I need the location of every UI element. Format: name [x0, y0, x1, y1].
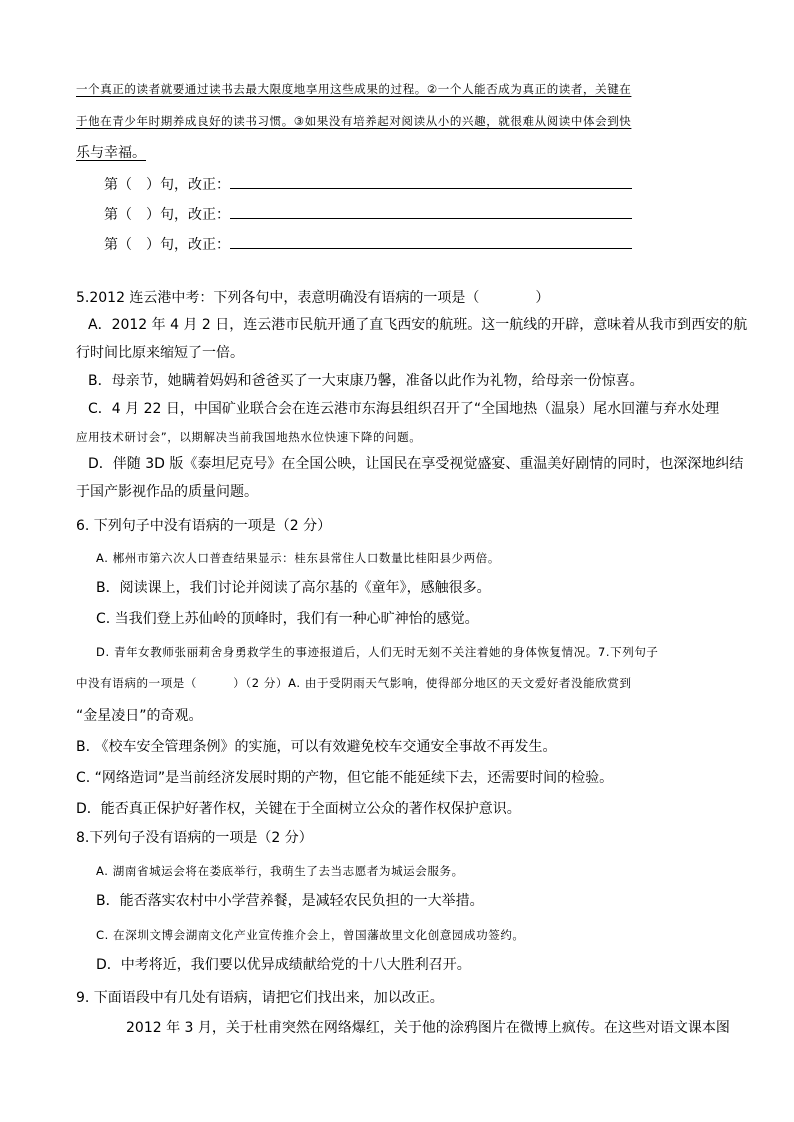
fill-line-2	[104, 204, 632, 225]
q5-option-d-line-1: D．伴随 3D 版《泰坦尼克号》在全国公映，让国民在享受视觉盛宴、重温美好剧情的同时，也深深地纠结	[88, 456, 744, 472]
q6-option-d: D. 青年女教师张丽莉舍身勇救学生的事迹报道后，人们无时无刻不关注着她的身体恢复情况。7.下列句子	[96, 645, 659, 659]
fill-line-label: 第（ ）句，改正：	[104, 177, 230, 193]
q7-option-c: C. “网络造词”是当前经济发展时期的产物，但它能不能延续下去，还需要时间的检验。	[76, 770, 614, 786]
q8-option-b: B．能否落实农村中小学营养餐，是减轻农民负担的一大举措。	[96, 893, 484, 909]
q6-option-c: C. 当我们登上苏仙岭的顶峰时，我们有一种心旷神怡的感觉。	[96, 611, 479, 627]
passage-line-1: 一个真正的读者就要通过读书去最大限度地享用这些成果的过程。②一个人能否成为真正的读者，关键在	[76, 82, 632, 96]
q7-option-d: D．能否真正保护好著作权，关键在于全面树立公众的著作权保护意识。	[76, 801, 521, 817]
q5-option-a-line-2: 行时间比原来缩短了一倍。	[76, 345, 244, 361]
q5-option-a-line-1: A．2012 年 4 月 2 日，连云港市民航开通了直飞西安的航班。这一航线的开辟，意味着从我市到西安的航	[88, 317, 748, 333]
fill-line-1	[104, 174, 632, 195]
q5-option-c-line-1: C．4 月 22 日，中国矿业联合会在连云港市东海县组织召开了“全国地热（温泉）尾水回灌与弃水处理	[88, 401, 720, 417]
q8-option-a: A. 湖南省城运会将在娄底举行，我萌生了去当志愿者为城运会服务。	[96, 864, 464, 878]
fill-line-label: 第（ ）句，改正：	[104, 207, 230, 223]
answer-blank[interactable]	[230, 174, 632, 189]
q8-stem: 8.下列句子没有语病的一项是（2 分）	[76, 830, 313, 846]
q5-stem: 5.2012 连云港中考：下列各句中，表意明确没有语病的一项是（ ）	[76, 290, 550, 306]
answer-blank[interactable]	[230, 234, 632, 249]
q9-paragraph: 2012 年 3 月，关于杜甫突然在网络爆红，关于他的涂鸦图片在微博上疯传。在这些对语文课本图	[126, 1020, 730, 1036]
passage-line-2: 于他在青少年时期养成良好的读书习惯。③如果没有培养起对阅读从小的兴趣，就很难从阅读中体会到快	[76, 114, 632, 128]
q9-stem: 9. 下面语段中有几处有语病，请把它们找出来，加以改正。	[76, 990, 444, 1006]
passage-line-3: 乐与幸福。	[76, 145, 146, 161]
fill-line-label: 第（ ）句，改正：	[104, 237, 230, 253]
q7-option-a-continued: “金星凌日”的奇观。	[76, 708, 203, 724]
q8-option-c: C. 在深圳文博会湖南文化产业宣传推介会上，曾国藩故里文化创意园成功签约。	[96, 928, 525, 942]
q6-stem: 6. 下列句子中没有语病的一项是（2 分）	[76, 518, 332, 534]
q8-option-d: D．中考将近，我们要以优异成绩献给党的十八大胜利召开。	[96, 957, 471, 973]
q7-option-b: B. 《校车安全管理条例》的实施，可以有效避免校车交通安全事故不再发生。	[76, 739, 557, 755]
fill-line-3	[104, 234, 632, 255]
q6-option-b: B．阅读课上，我们讨论并阅读了高尔基的《童年》，感触很多。	[96, 580, 491, 596]
q5-option-c-line-2: 应用技术研讨会”，以期解决当前我国地热水位快速下降的问题。	[76, 430, 422, 444]
answer-blank[interactable]	[230, 204, 632, 219]
q7-stem-with-option-a: 中没有语病的一项是（ ）（2 分）A. 由于受阴雨天气影响，使得部分地区的天文爱好者没能欣赏到	[76, 676, 632, 690]
q5-option-b: B．母亲节，她瞒着妈妈和爸爸买了一大束康乃馨，准备以此作为礼物，给母亲一份惊喜。	[88, 373, 644, 389]
q5-option-d-line-2: 于国产影视作品的质量问题。	[76, 484, 258, 500]
q6-option-a: A. 郴州市第六次人口普查结果显示：桂东县常住人口数量比桂阳县少两倍。	[96, 551, 500, 565]
